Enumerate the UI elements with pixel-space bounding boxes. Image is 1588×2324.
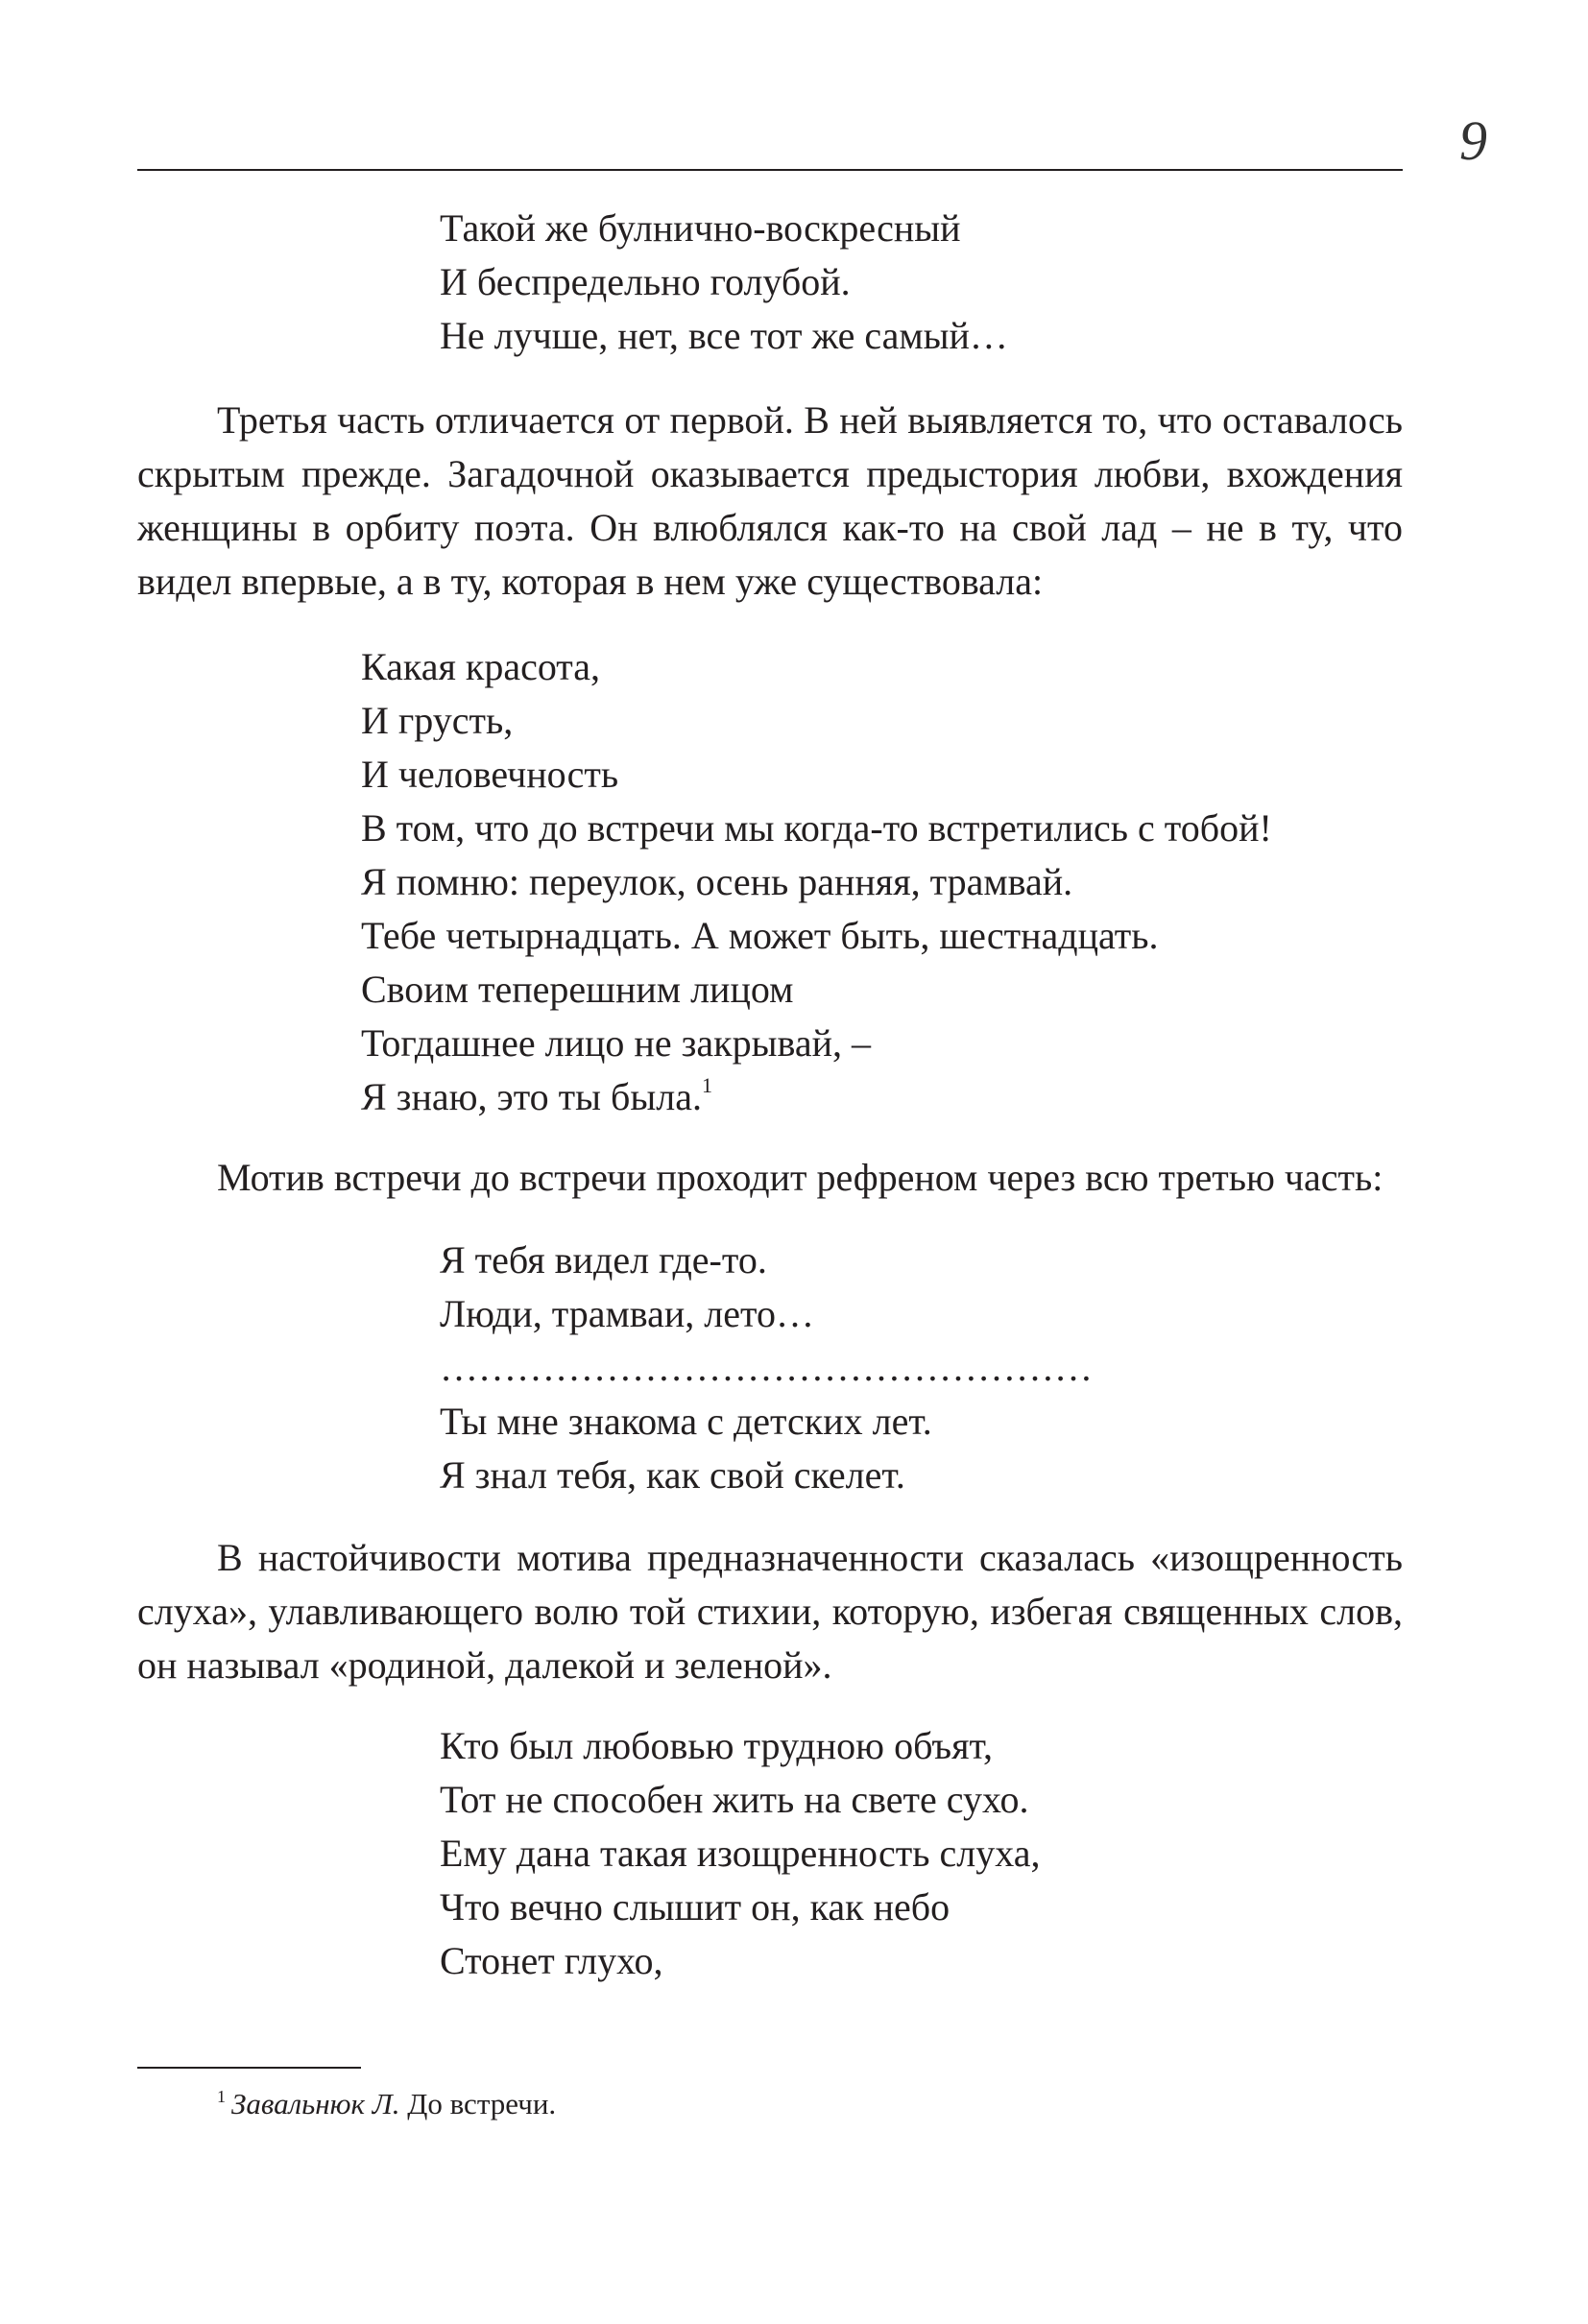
poem-line: Я знал тебя, как свой скелет. — [440, 1453, 905, 1497]
poem-line: Какая красота, — [361, 645, 601, 688]
paragraph-1: Третья часть отличается от первой. В ней выявляется то, что оставалось скрытым прежде. Загадочной оказывается предыстория любви, вхождения женщины в орбиту поэта. Он влюблялся как-то на свой лад – не в ту, что видел впервые, а в ту, которая в нем уже существовала: — [137, 398, 1403, 603]
paragraph-2: Мотив встречи до встречи проходит рефреном через всю третью часть: — [217, 1156, 1383, 1199]
footnote-reference[interactable]: 1 — [701, 1073, 712, 1097]
poem-line: Не лучше, нет, все тот же самый… — [440, 314, 1008, 357]
poem-line: Я помню: переулок, осень ранняя, трамвай. — [361, 860, 1073, 903]
poem-block-2 — [361, 640, 1403, 1124]
poem-line: Стонет глухо, — [440, 1939, 663, 1982]
poem-line-text: Я знаю, это ты была. — [361, 1075, 702, 1118]
poem-line: Тебе четырнадцать. А может быть, шестнадцать. — [361, 914, 1159, 957]
poem-line: Что вечно слышит он, как небо — [440, 1885, 950, 1929]
poem-line: Я тебя видел где-то. — [440, 1238, 767, 1282]
poem-line: И человечность — [361, 753, 619, 796]
header-rule — [137, 169, 1403, 171]
poem-line: И грусть, — [361, 699, 514, 742]
poem-line: Своим теперешним лицом — [361, 968, 794, 1011]
footnote-mark: 1 — [217, 2087, 226, 2106]
poem-block-1 — [440, 202, 1403, 363]
footnote-title: До встречи. — [407, 2087, 557, 2120]
poem-line-with-footnote — [361, 1070, 1403, 1124]
poem-line: Ему дана такая изощренность слуха, — [440, 1832, 1041, 1875]
footnote-author: Завальнюк Л. — [231, 2087, 400, 2120]
page-content — [137, 202, 1403, 1988]
poem-line: Кто был любовью трудною объят, — [440, 1724, 993, 1767]
poem-line: Такой же булнично-воскресный — [440, 206, 961, 250]
poem-ellipsis-line: …………………………………………… — [440, 1346, 1093, 1389]
poem-line: Ты мне знакома с детских лет. — [440, 1400, 932, 1443]
poem-block-3 — [440, 1234, 1403, 1502]
poem-line: И беспредельно голубой. — [440, 260, 851, 303]
poem-block-4 — [440, 1719, 1403, 1988]
poem-line: В том, что до встречи мы когда-то встретились с тобой! — [361, 806, 1272, 850]
poem-line: Люди, трамваи, лето… — [440, 1292, 814, 1335]
paragraph-3: В настойчивости мотива предназначенности сказалась «изощренность слуха», улавливающего волю той стихии, которую, избегая священных слов, он называл «родиной, далекой и зеленой». — [137, 1536, 1403, 1687]
footnote-separator — [137, 2067, 361, 2069]
poem-line: Тогдашнее лицо не закрывай, – — [361, 1021, 871, 1065]
page-number: 9 — [1459, 109, 1487, 172]
poem-line: Тот не способен жить на свете сухо. — [440, 1778, 1029, 1821]
footnote — [217, 2085, 556, 2123]
